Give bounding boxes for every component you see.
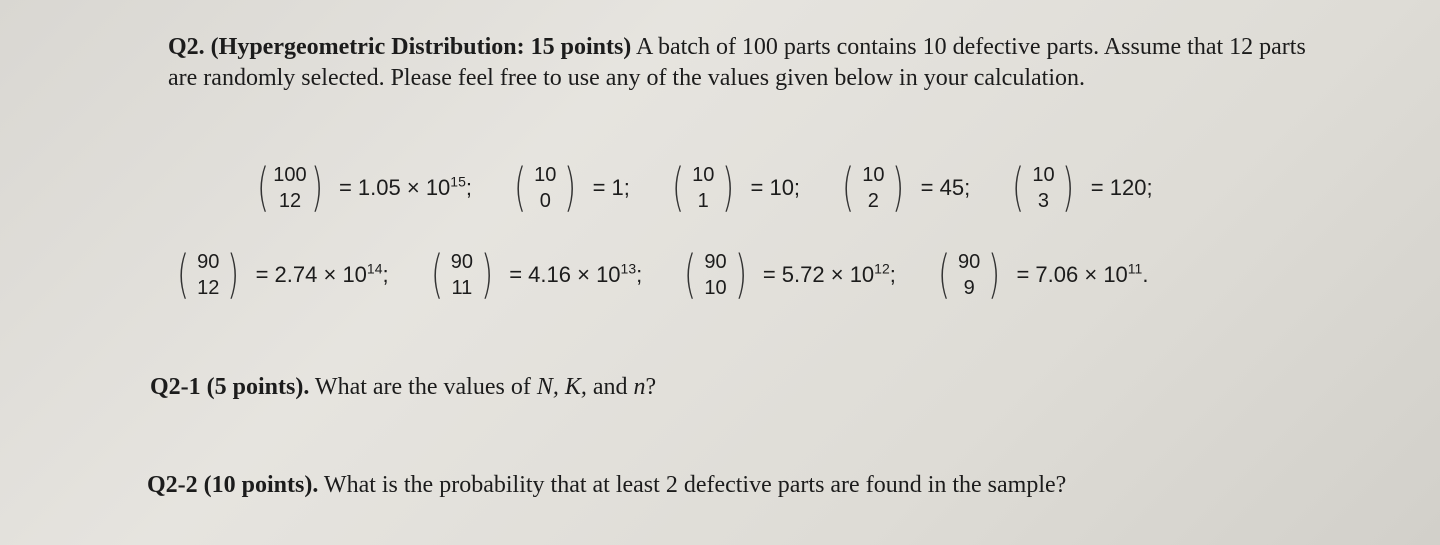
question-2-2 [147, 472, 1066, 499]
binomial-bottom: 12 [197, 277, 220, 299]
binomial-bottom: 1 [697, 190, 709, 212]
binomial-values-row-2 [165, 242, 1178, 308]
question-2-2-text: What is the probability that at least 2 defective parts are found in the sample? [318, 472, 1067, 498]
binomial-value: = 1; [592, 175, 630, 200]
question-2-1-n: n [633, 374, 646, 400]
binomial-value: = 45; [920, 175, 971, 200]
binomial-term [660, 155, 800, 221]
binomial-bottom: 12 [278, 190, 302, 212]
binomial-top: 10 [692, 164, 715, 186]
binomial-coefficient: ( 10 0 ) [514, 158, 577, 218]
binomial-bottom: 11 [451, 277, 473, 299]
binomial-term [502, 155, 630, 221]
binomial-term [245, 155, 472, 221]
question-intro [168, 32, 1308, 94]
binomial-coefficient: ( 90 10 ) [684, 245, 747, 305]
binomial-term [672, 242, 896, 308]
question-text: A batch of 100 parts contains 10 defective parts. Assume that 12 parts are randomly selected. Please feel free to use any of the values given below in your calculation. [168, 34, 1306, 91]
binomial-bottom: 10 [704, 277, 727, 299]
question-2-1-end: ? [645, 374, 657, 400]
binomial-value: = $2.74 \times 10^{14}$; [255, 260, 389, 287]
binomial-term [419, 242, 643, 308]
binomial-value: = 10; [750, 175, 801, 200]
question-2-1-and: and [586, 374, 634, 400]
binomial-top: 90 [197, 251, 220, 273]
question-2-1-vars: N, K, [536, 374, 587, 400]
binomial-bottom: 3 [1037, 190, 1050, 212]
question-heading: Q2. (Hypergeometric Distribution: 15 points) [168, 34, 632, 60]
question-2-1-label: Q2-1 (5 points). [150, 374, 310, 400]
question-2-1 [150, 374, 656, 401]
question-2-2-label: Q2-2 (10 points). [147, 472, 319, 498]
binomial-coefficient: ( 90 12 ) [177, 245, 240, 305]
binomial-coefficient: ( 10 1 ) [671, 158, 735, 218]
binomial-term [830, 155, 970, 221]
binomial-top: 10 [534, 164, 557, 186]
binomial-coefficient: ( 90 9 ) [937, 245, 1001, 305]
binomial-coefficient: ( 90 11 ) [430, 245, 494, 305]
binomial-top: 10 [862, 164, 885, 186]
binomial-bottom: 2 [867, 190, 879, 212]
binomial-values-row-1 [245, 155, 1183, 221]
binomial-coefficient: ( 10 2 ) [842, 158, 905, 218]
binomial-term [1000, 155, 1152, 221]
binomial-value: = $4.16 \times 10^{13}$; [509, 260, 643, 287]
binomial-value: = 120; [1090, 175, 1153, 200]
binomial-coefficient: ( 100 12 ) [257, 158, 323, 218]
binomial-bottom: 0 [539, 190, 551, 212]
binomial-top: 90 [958, 251, 981, 273]
binomial-top: 90 [450, 251, 474, 273]
binomial-top: 10 [1032, 164, 1055, 186]
binomial-value: = $7.06 \times 10^{11}$. [1016, 260, 1149, 287]
binomial-top: 90 [704, 251, 727, 273]
binomial-term [165, 242, 389, 308]
binomial-value: = $1.05 \times 10^{15}$; [338, 173, 472, 200]
binomial-value: = $5.72 \times 10^{12}$; [762, 260, 896, 287]
question-2-1-text: What are the values of [309, 374, 537, 400]
binomial-top: 100 [273, 164, 307, 186]
binomial-coefficient: ( 10 3 ) [1012, 158, 1075, 218]
binomial-bottom: 9 [963, 277, 975, 299]
binomial-term [926, 242, 1149, 308]
